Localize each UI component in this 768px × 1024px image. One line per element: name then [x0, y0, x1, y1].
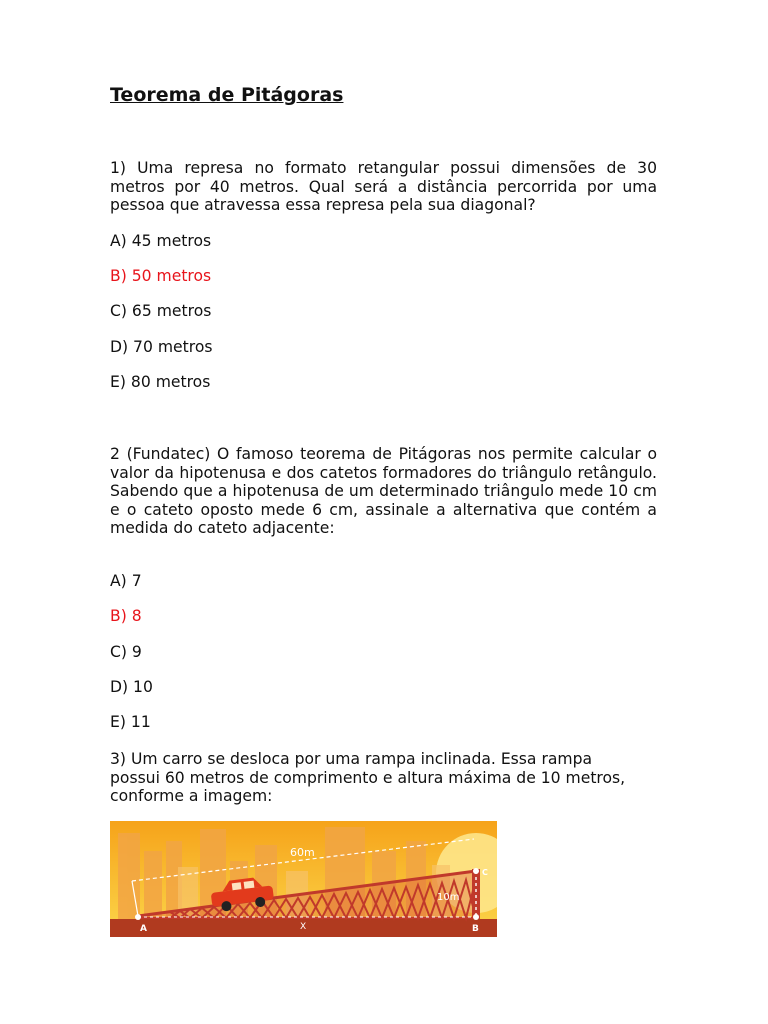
- label-c: C: [482, 868, 488, 877]
- document-title: Teorema de Pitágoras: [110, 84, 344, 106]
- q1-option-b-correct: B) 50 metros: [110, 267, 212, 285]
- q1-option-e: E) 80 metros: [110, 373, 211, 391]
- q2-option-e: E) 11: [110, 713, 151, 731]
- question-2-text: 2 (Fundatec) O famoso teorema de Pitágoras nos permite calcular o valor da hipotenusa e dos catetos formadores do triângulo retângulo. Sabendo que a hipotenusa de um determinado triângulo mede 10 cm e o cateto oposto mede 6 cm, assinale a alternativa que contém a medida do cateto adjacente:: [110, 445, 657, 538]
- label-x: X: [300, 922, 307, 932]
- question-1-text: 1) Uma represa no formato retangular possui dimensões de 30 metros por 40 metros. Qual será a distância percorrida por uma pessoa que atravessa essa represa pela sua diagonal?: [110, 159, 657, 215]
- q1-option-d: D) 70 metros: [110, 338, 213, 356]
- label-60m: 60m: [290, 846, 315, 859]
- point-b: [473, 914, 479, 920]
- q2-option-c: C) 9: [110, 643, 142, 661]
- q1-option-c: C) 65 metros: [110, 302, 212, 320]
- q1-option-a: A) 45 metros: [110, 232, 212, 250]
- q2-option-a: A) 7: [110, 572, 142, 590]
- q2-option-d: D) 10: [110, 678, 153, 696]
- label-10m: 10m: [437, 892, 460, 903]
- ramp-illustration: [110, 821, 497, 937]
- question-3-text: 3) Um carro se desloca por uma rampa inclinada. Essa rampa possui 60 metros de comprimento e altura máxima de 10 metros, conforme a imagem:: [110, 750, 626, 806]
- label-a: A: [140, 924, 147, 934]
- point-c: [473, 868, 479, 874]
- label-b: B: [472, 924, 479, 934]
- q2-option-b-correct: B) 8: [110, 607, 142, 625]
- point-a: [135, 914, 141, 920]
